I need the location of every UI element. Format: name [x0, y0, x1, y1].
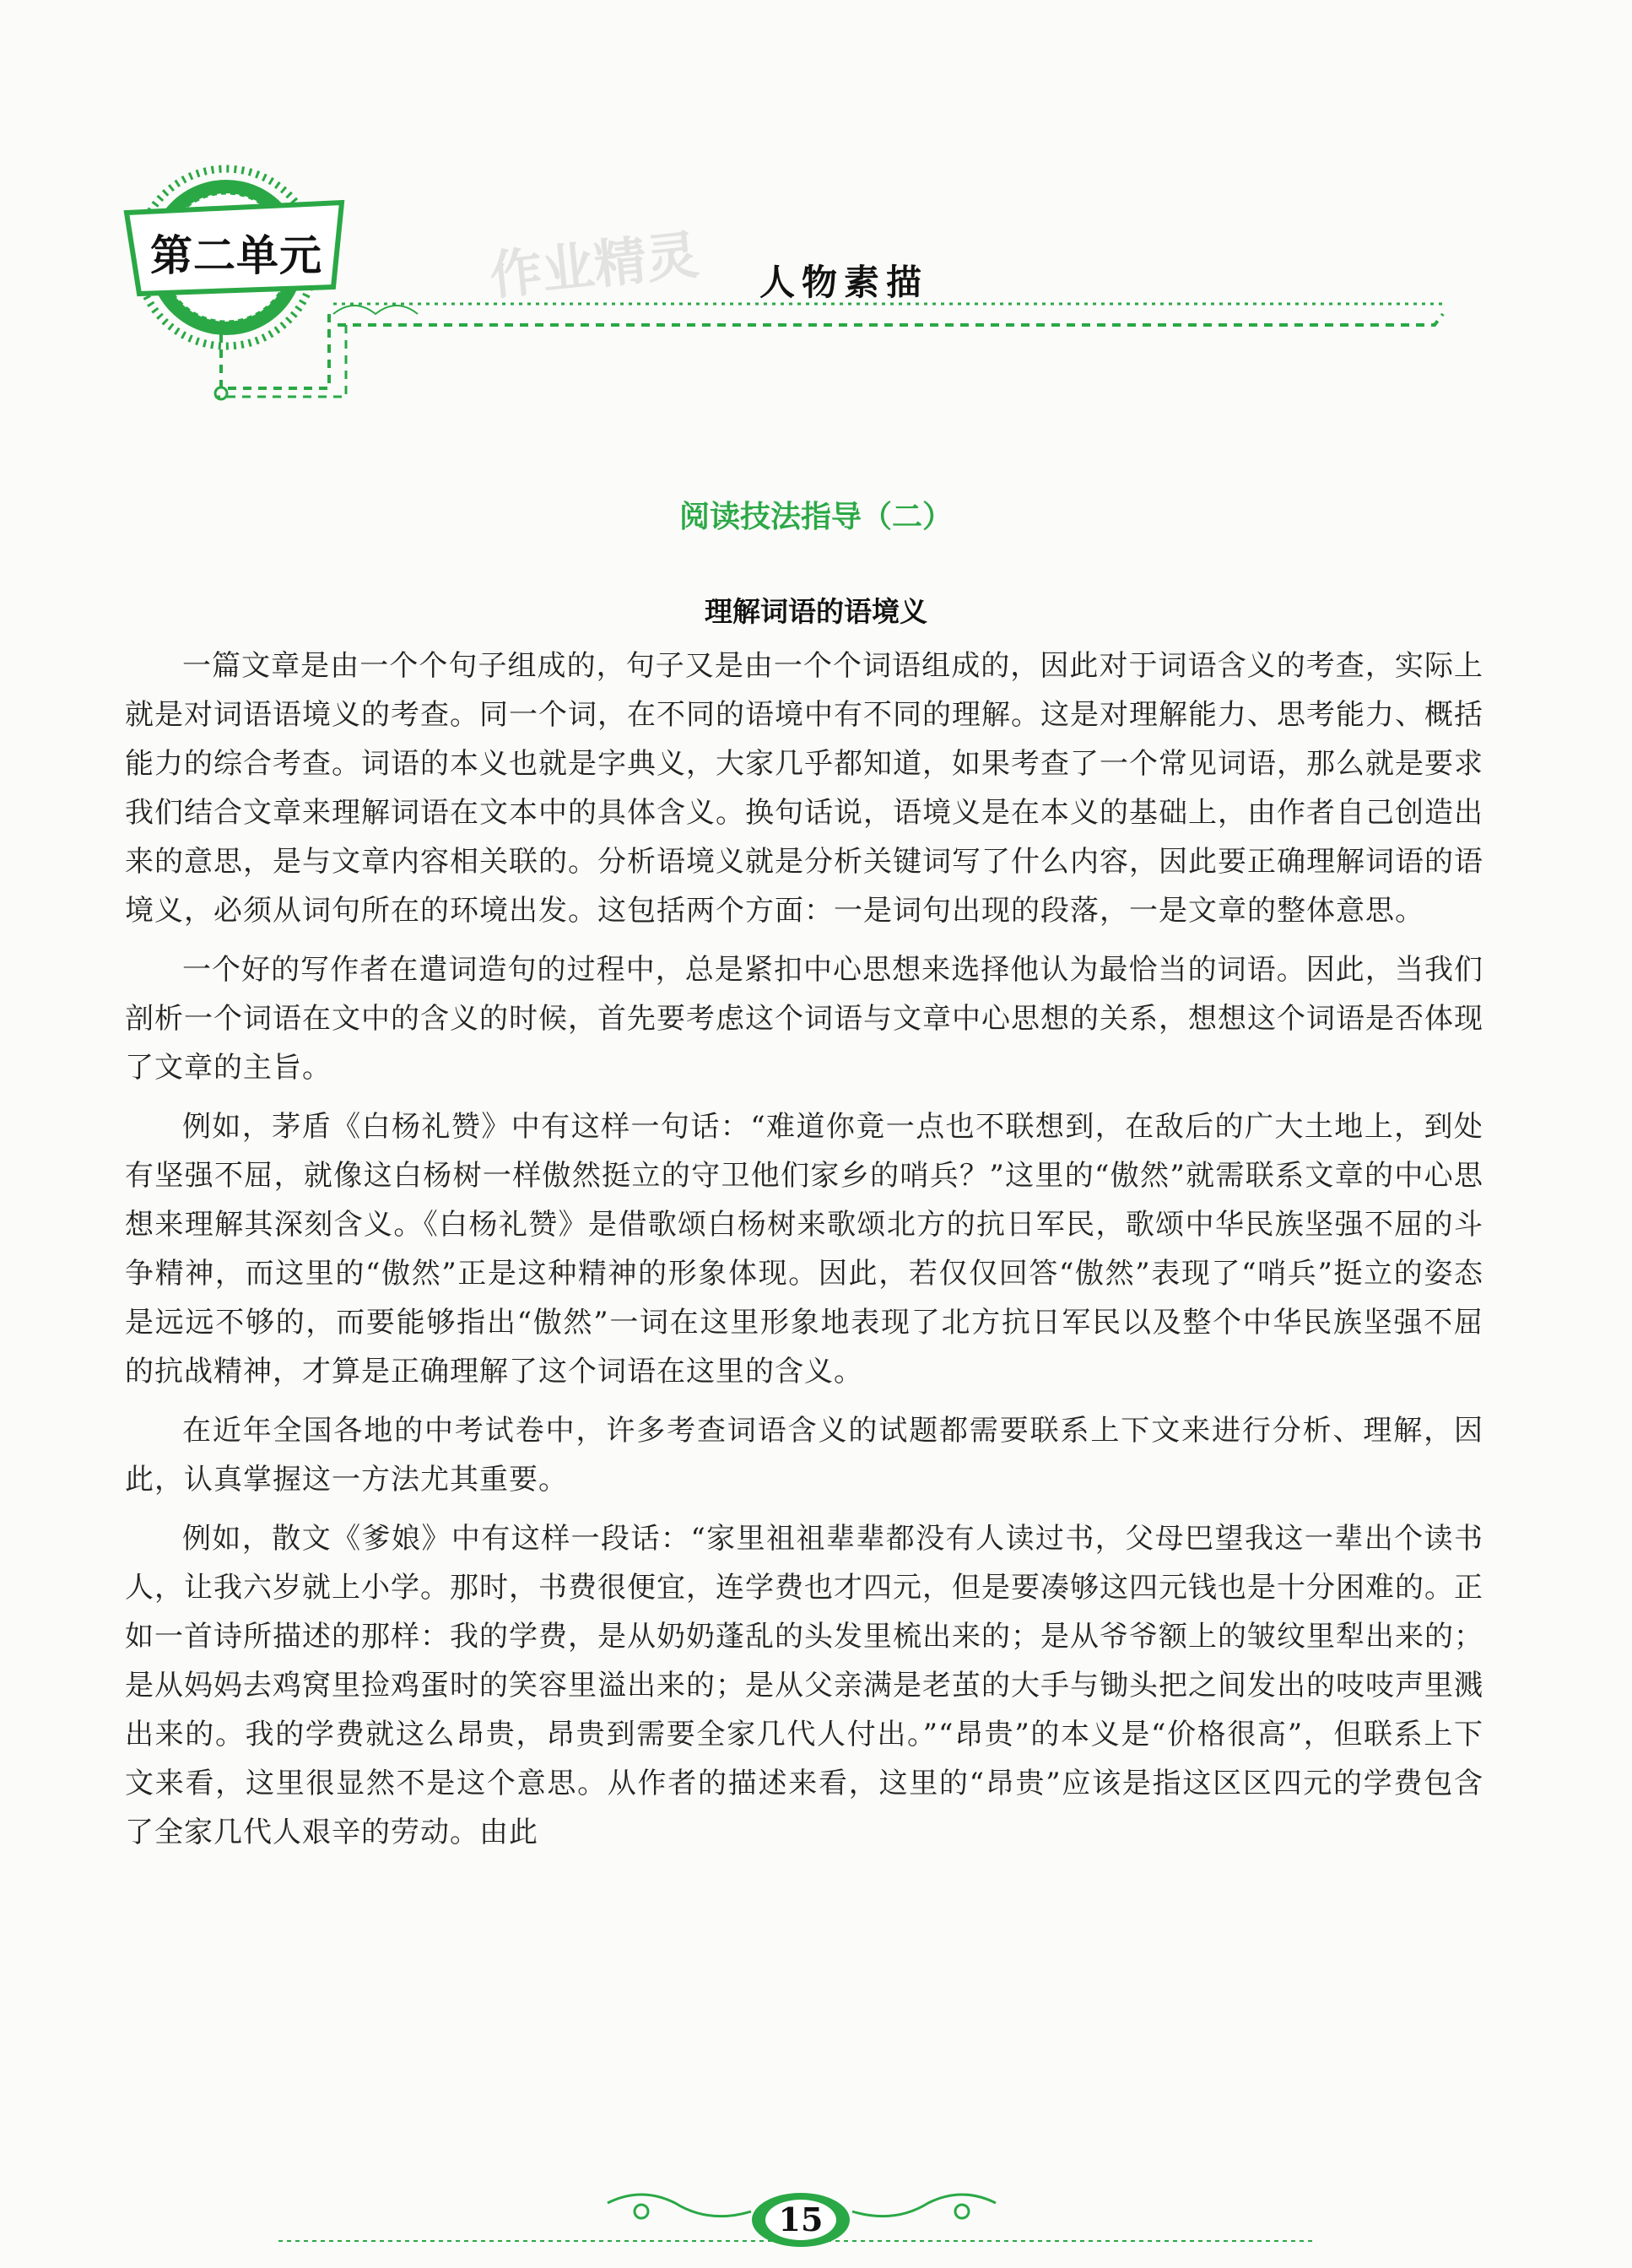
unit-label: 第二单元: [150, 231, 322, 280]
unit-topic: 人物素描: [759, 262, 929, 303]
article-body: [125, 641, 1483, 1867]
paragraph: 一个好的写作者在遣词造句的过程中，总是紧扣中心思想来选择他认为最恰当的词语。因此，当我们剖析一个词语在文中的含义的时候，首先要考虑这个词语与文章中心思想的关系，想想这个词语是否体现了文章的主旨。: [125, 953, 1483, 1085]
section-title: 阅读技法指导（二）: [678, 500, 953, 534]
paragraph: 例如，散文《爹娘》中有这样一段话：“家里祖祖辈辈都没有人读过书，父母巴望我这一辈出个读书人，让我六岁就上小学。那时，书费很便宜，连学费也才四元，但是要凑够这四元钱也是十分困难的。正如一首诗所描述的那样：我的学费，是从奶奶蓬乱的头发里梳出来的；是从爷爷额上的皱纹里犁出来的；是从妈妈去鸡窝里捡鸡蛋时的笑容里溢出来的；是从父亲满是老茧的大手与锄头把之间发出的吱吱声里溅出来的。我的学费就这么昂贵，昂贵到需要全家几代人付出。”“昂贵”的本义是“价格很高”，但联系上下文来看，这里很显然不是这个意思。从作者的描述来看，这里的“昂贵”应该是指这区区四元的学费包含了全家几代人艰辛的劳动。由此: [125, 1522, 1483, 1849]
page-number: 15: [778, 2200, 824, 2238]
paragraph: 例如，茅盾《白杨礼赞》中有这样一句话：“难道你竟一点也不联想到，在敌后的广大土地上，到处有坚强不屈，就像这白杨树一样傲然挺立的守卫他们家乡的哨兵？”这里的“傲然”就需联系文章的中心思想来理解其深刻含义。《白杨礼赞》是借歌颂白杨树来歌颂北方的抗日军民，歌颂中华民族坚强不屈的斗争精神，而这里的“傲然”正是这种精神的形象体现。因此，若仅仅回答“傲然”表现了“哨兵”挺立的姿态是远远不够的，而要能够指出“傲然”一词在这里形象地表现了北方抗日军民以及整个中华民族坚强不屈的抗战精神，才算是正确理解了这个词语在这里的含义。: [125, 1110, 1483, 1388]
subtitle: 理解词语的语境义: [705, 595, 927, 628]
unit-header-decoration: [0, 0, 1632, 439]
paragraph: 一篇文章是由一个个句子组成的，句子又是由一个个词语组成的，因此对于词语含义的考查，实际上就是对词语语境义的考查。同一个词，在不同的语境中有不同的理解。这是对理解能力、思考能力、概括能力的综合考查。词语的本义也就是字典义，大家几乎都知道，如果考查了一个常见词语，那么就是要求我们结合文章来理解词语在文本中的具体含义。换句话说，语境义是在本义的基础上，由作者自己创造出来的意思，是与文章内容相关联的。分析语境义就是分析关键词写了什么内容，因此要正确理解词语的语境义，必须从词句所在的环境出发。这包括两个方面：一是词句出现的段落，一是文章的整体意思。: [125, 649, 1483, 928]
watermark: 作业精灵: [486, 223, 702, 307]
paragraph: 在近年全国各地的中考试卷中，许多考查词语含义的试题都需要联系上下文来进行分析、理解，因此，认真掌握这一方法尤其重要。: [125, 1414, 1483, 1497]
